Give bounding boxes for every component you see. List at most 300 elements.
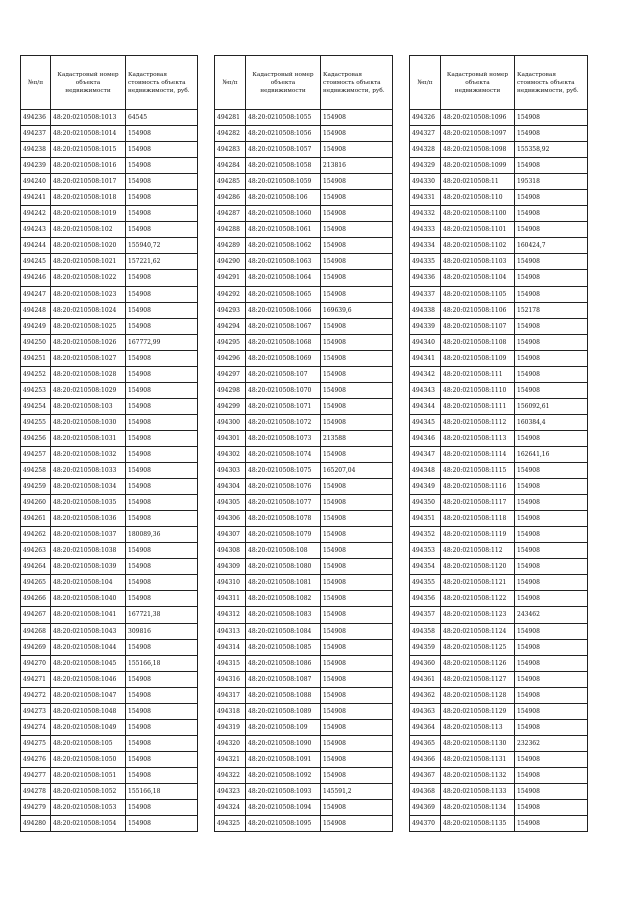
cadastral-cost: 154908	[321, 446, 393, 462]
cadastral-cost: 154908	[515, 527, 588, 543]
cadastral-cost: 152178	[515, 302, 588, 318]
row-number: 494275	[21, 735, 51, 751]
row-number: 494301	[215, 430, 246, 446]
table-row	[215, 366, 393, 382]
cadastral-cost: 154908	[515, 350, 588, 366]
cadastral-number: 48:20:0210508:1073	[246, 430, 321, 446]
cadastral-cost: 160424,7	[515, 238, 588, 254]
row-number: 494309	[215, 559, 246, 575]
table-row	[21, 479, 198, 495]
row-number: 494294	[215, 318, 246, 334]
cadastral-cost: 154908	[321, 414, 393, 430]
table-row	[215, 446, 393, 462]
cadastral-number: 48:20:0210508:1121	[441, 575, 515, 591]
table-row	[21, 655, 198, 671]
row-number: 494335	[410, 254, 441, 270]
row-number: 494343	[410, 382, 441, 398]
row-number: 494353	[410, 543, 441, 559]
row-number: 494356	[410, 591, 441, 607]
cadastral-cost: 213816	[321, 158, 393, 174]
cadastral-cost: 154908	[126, 463, 198, 479]
row-number: 494263	[21, 543, 51, 559]
cadastral-number: 48:20:0210508:1128	[441, 687, 515, 703]
cadastral-cost: 154908	[515, 511, 588, 527]
row-number: 494354	[410, 559, 441, 575]
cadastral-cost: 154908	[126, 719, 198, 735]
cadastral-cost: 154908	[321, 751, 393, 767]
table-row	[21, 238, 198, 254]
row-number: 494317	[215, 687, 246, 703]
cadastral-cost: 154908	[321, 174, 393, 190]
row-number: 494322	[215, 767, 246, 783]
cadastral-number: 48:20:0210508:1102	[441, 238, 515, 254]
row-number: 494250	[21, 334, 51, 350]
cadastral-number: 48:20:0210508:1090	[246, 735, 321, 751]
header-cadastral-number: Кадастровый номер объекта недвижимости	[441, 56, 515, 110]
cadastral-number: 48:20:0210508:1062	[246, 238, 321, 254]
table-row	[215, 671, 393, 687]
cadastral-cost: 195318	[515, 174, 588, 190]
cadastral-number: 48:20:0210508:1030	[51, 414, 126, 430]
table-row	[410, 222, 588, 238]
table-row	[215, 719, 393, 735]
cadastral-number: 48:20:0210508:1035	[51, 495, 126, 511]
row-number: 494328	[410, 142, 441, 158]
cadastral-cost: 154908	[515, 623, 588, 639]
table-row	[21, 687, 198, 703]
row-number: 494283	[215, 142, 246, 158]
row-number: 494350	[410, 495, 441, 511]
header-cadastral-number: Кадастровый номер объекта недвижимости	[51, 56, 126, 110]
cadastral-cost: 154908	[515, 110, 588, 126]
cadastral-cost: 154908	[515, 687, 588, 703]
row-number: 494312	[215, 607, 246, 623]
cadastral-cost: 154908	[126, 575, 198, 591]
table-row	[215, 687, 393, 703]
cadastral-cost: 154908	[126, 430, 198, 446]
cadastral-number: 48:20:0210508:1132	[441, 767, 515, 783]
row-number: 494346	[410, 430, 441, 446]
cadastral-cost: 154908	[321, 559, 393, 575]
cadastral-number: 48:20:0210508:1089	[246, 703, 321, 719]
row-number: 494269	[21, 639, 51, 655]
table-row	[410, 334, 588, 350]
table-row	[21, 366, 198, 382]
cadastral-number: 48:20:0210508:1098	[441, 142, 515, 158]
cadastral-number: 48:20:0210508:1060	[246, 206, 321, 222]
cadastral-number: 48:20:0210508:1024	[51, 302, 126, 318]
cadastral-number: 48:20:0210508:1065	[246, 286, 321, 302]
cadastral-cost: 155166,18	[126, 655, 198, 671]
row-number: 494245	[21, 254, 51, 270]
cadastral-cost: 154908	[515, 816, 588, 832]
table-row	[410, 607, 588, 623]
table-row	[215, 559, 393, 575]
row-number: 494249	[21, 318, 51, 334]
cadastral-cost: 154908	[126, 190, 198, 206]
cadastral-number: 48:20:0210508:111	[441, 366, 515, 382]
cadastral-number: 48:20:0210508:1101	[441, 222, 515, 238]
cadastral-number: 48:20:0210508:1058	[246, 158, 321, 174]
row-number: 494345	[410, 414, 441, 430]
row-number: 494338	[410, 302, 441, 318]
row-number: 494310	[215, 575, 246, 591]
cadastral-cost: 154908	[515, 366, 588, 382]
row-number: 494285	[215, 174, 246, 190]
row-number: 494290	[215, 254, 246, 270]
table-row	[410, 174, 588, 190]
cadastral-cost: 154908	[321, 527, 393, 543]
table-row	[215, 511, 393, 527]
cadastral-number: 48:20:0210508:1123	[441, 607, 515, 623]
cadastral-cost: 213588	[321, 430, 393, 446]
cadastral-number: 48:20:0210508:1043	[51, 623, 126, 639]
table-row	[21, 190, 198, 206]
table-row	[215, 495, 393, 511]
table-row	[215, 318, 393, 334]
cadastral-number: 48:20:0210508:1047	[51, 687, 126, 703]
table-row	[215, 735, 393, 751]
table-row	[410, 655, 588, 671]
cadastral-cost: 154908	[126, 270, 198, 286]
cadastral-cost: 154908	[126, 559, 198, 575]
cadastral-number: 48:20:0210508:1134	[441, 800, 515, 816]
row-number: 494291	[215, 270, 246, 286]
cadastral-cost: 154908	[515, 318, 588, 334]
cadastral-cost: 154908	[321, 655, 393, 671]
cadastral-cost: 154908	[126, 302, 198, 318]
cadastral-number: 48:20:0210508:1061	[246, 222, 321, 238]
cadastral-number: 48:20:0210508:1059	[246, 174, 321, 190]
cadastral-number: 48:20:0210508:1119	[441, 527, 515, 543]
table-row	[215, 286, 393, 302]
table-row	[215, 158, 393, 174]
table-row	[21, 607, 198, 623]
table-row	[215, 639, 393, 655]
cadastral-number: 48:20:0210508:1066	[246, 302, 321, 318]
cadastral-cost: 154908	[321, 623, 393, 639]
cadastral-cost: 154908	[321, 366, 393, 382]
cadastral-cost: 154908	[515, 463, 588, 479]
cadastral-number: 48:20:0210508:1112	[441, 414, 515, 430]
cadastral-cost: 154908	[126, 703, 198, 719]
cadastral-number: 48:20:0210508:1106	[441, 302, 515, 318]
row-number: 494278	[21, 783, 51, 799]
cadastral-number: 48:20:0210508:1033	[51, 463, 126, 479]
row-number: 494359	[410, 639, 441, 655]
table-row	[410, 366, 588, 382]
row-number: 494270	[21, 655, 51, 671]
cadastral-number: 48:20:0210508:1082	[246, 591, 321, 607]
cadastral-number: 48:20:0210508:1041	[51, 607, 126, 623]
cadastral-number: 48:20:0210508:1039	[51, 559, 126, 575]
row-number: 494358	[410, 623, 441, 639]
cadastral-number: 48:20:0210508:1067	[246, 318, 321, 334]
table-row	[410, 126, 588, 142]
row-number: 494351	[410, 511, 441, 527]
row-number: 494327	[410, 126, 441, 142]
cadastral-cost: 154908	[321, 270, 393, 286]
cadastral-number: 48:20:0210508:1113	[441, 430, 515, 446]
table-row	[215, 623, 393, 639]
cadastral-number: 48:20:0210508:1063	[246, 254, 321, 270]
cadastral-number: 48:20:0210508:1048	[51, 703, 126, 719]
cadastral-cost: 154908	[126, 158, 198, 174]
cadastral-cost: 154908	[321, 543, 393, 559]
cadastral-cost: 154908	[126, 639, 198, 655]
row-number: 494253	[21, 382, 51, 398]
cadastral-number: 48:20:0210508:1079	[246, 527, 321, 543]
cadastral-cost: 154908	[515, 206, 588, 222]
header-cadastral-cost: Кадастровая стоимость объекта недвижимости, руб.	[126, 56, 198, 110]
cadastral-number: 48:20:0210508:1083	[246, 607, 321, 623]
table-row	[215, 816, 393, 832]
cadastral-number: 48:20:0210508:1084	[246, 623, 321, 639]
table-row	[21, 270, 198, 286]
cadastral-cost: 154908	[321, 238, 393, 254]
header-number: №п/п	[21, 56, 51, 110]
table-row	[21, 286, 198, 302]
cadastral-number: 48:20:0210508:1052	[51, 783, 126, 799]
table-row	[410, 671, 588, 687]
cadastral-number: 48:20:0210508:1091	[246, 751, 321, 767]
table-row	[21, 430, 198, 446]
table-row	[410, 318, 588, 334]
header-cadastral-cost: Кадастровая стоимость объекта недвижимости, руб.	[321, 56, 393, 110]
cadastral-cost: 154908	[321, 126, 393, 142]
cadastral-number: 48:20:0210508:1016	[51, 158, 126, 174]
cadastral-cost: 154908	[321, 318, 393, 334]
cadastral-number: 48:20:0210508:1100	[441, 206, 515, 222]
cadastral-table-2	[214, 55, 393, 832]
row-number: 494333	[410, 222, 441, 238]
cadastral-cost: 154908	[126, 543, 198, 559]
cadastral-cost: 169639,6	[321, 302, 393, 318]
table-row	[410, 302, 588, 318]
table-row	[410, 350, 588, 366]
cadastral-cost: 154908	[515, 430, 588, 446]
cadastral-cost: 154908	[515, 158, 588, 174]
cadastral-cost: 154908	[126, 398, 198, 414]
cadastral-cost: 154908	[321, 286, 393, 302]
cadastral-cost: 154908	[515, 222, 588, 238]
cadastral-cost: 154908	[515, 495, 588, 511]
cadastral-cost: 154908	[126, 511, 198, 527]
cadastral-cost: 167721,38	[126, 607, 198, 623]
cadastral-number: 48:20:0210508:1080	[246, 559, 321, 575]
table-row	[410, 495, 588, 511]
row-number: 494355	[410, 575, 441, 591]
cadastral-cost: 155166,18	[126, 783, 198, 799]
cadastral-cost: 154908	[126, 382, 198, 398]
cadastral-cost: 154908	[321, 142, 393, 158]
row-number: 494348	[410, 463, 441, 479]
row-number: 494238	[21, 142, 51, 158]
row-number: 494246	[21, 270, 51, 286]
cadastral-number: 48:20:0210508:1078	[246, 511, 321, 527]
table-row	[215, 142, 393, 158]
cadastral-number: 48:20:0210508:1110	[441, 382, 515, 398]
table-row	[410, 719, 588, 735]
table-row	[21, 463, 198, 479]
cadastral-cost: 154908	[321, 767, 393, 783]
row-number: 494265	[21, 575, 51, 591]
cadastral-cost: 154908	[515, 591, 588, 607]
row-number: 494266	[21, 591, 51, 607]
row-number: 494259	[21, 479, 51, 495]
row-number: 494321	[215, 751, 246, 767]
row-number: 494252	[21, 366, 51, 382]
cadastral-cost: 154908	[126, 206, 198, 222]
table-row	[410, 414, 588, 430]
cadastral-cost: 154908	[126, 479, 198, 495]
table-row	[21, 527, 198, 543]
row-number: 494313	[215, 623, 246, 639]
cadastral-number: 48:20:0210508:1049	[51, 719, 126, 735]
row-number: 494365	[410, 735, 441, 751]
row-number: 494341	[410, 350, 441, 366]
cadastral-number: 48:20:0210508:1027	[51, 350, 126, 366]
row-number: 494367	[410, 767, 441, 783]
cadastral-cost: 154908	[515, 286, 588, 302]
table-row	[410, 767, 588, 783]
row-number: 494316	[215, 671, 246, 687]
cadastral-cost: 154908	[321, 190, 393, 206]
cadastral-number: 48:20:0210508:1103	[441, 254, 515, 270]
row-number: 494264	[21, 559, 51, 575]
header-cadastral-cost: Кадастровая стоимость объекта недвижимости, руб.	[515, 56, 588, 110]
cadastral-cost: 154908	[321, 334, 393, 350]
cadastral-cost: 154908	[126, 350, 198, 366]
table-row	[215, 398, 393, 414]
cadastral-cost: 154908	[126, 222, 198, 238]
cadastral-number: 48:20:0210508:1050	[51, 751, 126, 767]
cadastral-cost: 154908	[515, 800, 588, 816]
table-row	[21, 800, 198, 816]
row-number: 494320	[215, 735, 246, 751]
table-row	[410, 783, 588, 799]
cadastral-number: 48:20:0210508:1122	[441, 591, 515, 607]
cadastral-cost: 154908	[515, 703, 588, 719]
table-row	[215, 543, 393, 559]
cadastral-number: 48:20:0210508:1104	[441, 270, 515, 286]
row-number: 494257	[21, 446, 51, 462]
cadastral-cost: 154908	[126, 414, 198, 430]
cadastral-number: 48:20:0210508:1020	[51, 238, 126, 254]
cadastral-cost: 180089,36	[126, 527, 198, 543]
cadastral-cost: 154908	[515, 783, 588, 799]
cadastral-cost: 154908	[126, 495, 198, 511]
cadastral-number: 48:20:0210508:1054	[51, 816, 126, 832]
cadastral-number: 48:20:0210508:1115	[441, 463, 515, 479]
row-number: 494307	[215, 527, 246, 543]
row-number: 494240	[21, 174, 51, 190]
row-number: 494369	[410, 800, 441, 816]
cadastral-number: 48:20:0210508:1022	[51, 270, 126, 286]
cadastral-cost: 154908	[126, 751, 198, 767]
cadastral-cost: 154908	[321, 735, 393, 751]
row-number: 494314	[215, 639, 246, 655]
cadastral-number: 48:20:0210508:1109	[441, 350, 515, 366]
row-number: 494241	[21, 190, 51, 206]
row-number: 494336	[410, 270, 441, 286]
table-row	[215, 783, 393, 799]
cadastral-number: 48:20:0210508:1029	[51, 382, 126, 398]
cadastral-number: 48:20:0210508:113	[441, 719, 515, 735]
row-number: 494280	[21, 816, 51, 832]
cadastral-cost: 160384,4	[515, 414, 588, 430]
cadastral-number: 48:20:0210508:102	[51, 222, 126, 238]
row-number: 494262	[21, 527, 51, 543]
table-row	[410, 238, 588, 254]
cadastral-cost: 154908	[126, 671, 198, 687]
cadastral-number: 48:20:0210508:11	[441, 174, 515, 190]
cadastral-cost: 154908	[126, 591, 198, 607]
cadastral-cost: 157221,62	[126, 254, 198, 270]
table-row	[410, 270, 588, 286]
table-row	[410, 158, 588, 174]
row-number: 494325	[215, 816, 246, 832]
row-number: 494303	[215, 463, 246, 479]
cadastral-cost: 154908	[126, 142, 198, 158]
cadastral-number: 48:20:0210508:1086	[246, 655, 321, 671]
cadastral-number: 48:20:0210508:105	[51, 735, 126, 751]
cadastral-cost: 167772,99	[126, 334, 198, 350]
cadastral-number: 48:20:0210508:1114	[441, 446, 515, 462]
cadastral-cost: 156092,61	[515, 398, 588, 414]
cadastral-number: 48:20:0210508:104	[51, 575, 126, 591]
cadastral-number: 48:20:0210508:1074	[246, 446, 321, 462]
table-row	[410, 511, 588, 527]
row-number: 494362	[410, 687, 441, 703]
row-number: 494261	[21, 511, 51, 527]
table-row	[21, 174, 198, 190]
cadastral-cost: 154908	[126, 816, 198, 832]
cadastral-number: 48:20:0210508:1116	[441, 479, 515, 495]
table-row	[215, 463, 393, 479]
header-cadastral-number: Кадастровый номер объекта недвижимости	[246, 56, 321, 110]
row-number: 494256	[21, 430, 51, 446]
cadastral-number: 48:20:0210508:1037	[51, 527, 126, 543]
cadastral-cost: 154908	[515, 575, 588, 591]
row-number: 494293	[215, 302, 246, 318]
row-number: 494267	[21, 607, 51, 623]
row-number: 494364	[410, 719, 441, 735]
table-row	[215, 254, 393, 270]
cadastral-cost: 154908	[515, 254, 588, 270]
table-row	[21, 783, 198, 799]
cadastral-number: 48:20:0210508:106	[246, 190, 321, 206]
cadastral-cost: 154908	[515, 270, 588, 286]
cadastral-cost: 154908	[126, 800, 198, 816]
cadastral-number: 48:20:0210508:1057	[246, 142, 321, 158]
cadastral-cost: 155358,92	[515, 142, 588, 158]
table-row	[215, 270, 393, 286]
row-number: 494286	[215, 190, 246, 206]
table-row	[215, 126, 393, 142]
row-number: 494297	[215, 366, 246, 382]
table-row	[21, 126, 198, 142]
cadastral-number: 48:20:0210508:1133	[441, 783, 515, 799]
table-row	[21, 719, 198, 735]
table-row	[21, 671, 198, 687]
table-row	[410, 639, 588, 655]
row-number: 494298	[215, 382, 246, 398]
cadastral-cost: 162641,16	[515, 446, 588, 462]
row-number: 494332	[410, 206, 441, 222]
cadastral-cost: 64545	[126, 110, 198, 126]
cadastral-table-3	[409, 55, 588, 832]
